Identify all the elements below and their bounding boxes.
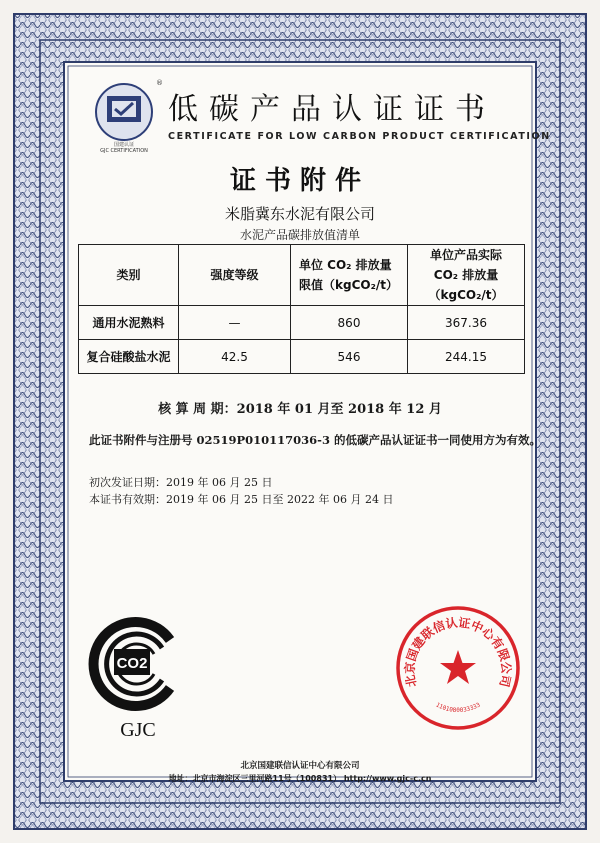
certificate-subtitle: CERTIFICATE FOR LOW CARBON PRODUCT CERTIFICATION [168,131,551,142]
accounting-period: 核 算 周 期：2018 年 01 月至 2018 年 12 月 [158,402,442,417]
logo-caption: 国建认证 GJC CERTIFICATION [100,142,148,154]
footer-address: 地址：北京市海淀区三里河路11号（100831） http://www.gjc-c.cn [168,774,432,783]
table-row [79,340,525,374]
table-row [79,306,525,340]
official-seal [394,604,522,732]
list-name: 水泥产品碳排放值清单 [239,228,360,242]
validity-statement: 此证书附件与注册号 02519P010117036-3 的低碳产品认证证书一同使用方为有效。 [89,433,541,447]
header-strength-grade: 强度等级 [179,245,291,306]
company-name: 米脂冀东水泥有限公司 [224,205,375,223]
seal-number: 1101080033333 [434,701,482,715]
certificate-dates [89,474,393,508]
co2-label: CO2 [116,655,148,672]
valid-period: 本证书有效期：2019 年 06 月 25 日至 2022 年 06 月 24 日 [89,493,394,506]
certificate-title: 低碳产品认证证书 [168,92,496,127]
footer-org: 北京国建联信认证中心有限公司 [240,761,360,771]
header-actual-emission: 单位产品实际 CO₂ 排放量 （kgCO₂/t） [408,245,525,306]
star-icon [440,650,476,684]
cell-limit-value: 860 [291,306,408,340]
issue-date: 初次发证日期：2019 年 06 月 25 日 [89,476,273,489]
cell-limit-value: 546 [291,340,408,374]
table-header-row [79,245,525,306]
gjc-brand: GJC [120,719,156,741]
cell-strength-grade: 42.5 [179,340,291,374]
emission-table [78,244,525,374]
cell-actual-emission: 367.36 [408,306,525,340]
header-limit-value: 单位 CO₂ 排放量 限值（kgCO₂/t） [291,245,408,306]
gjc-certification-logo [94,82,154,142]
cell-category: 通用水泥熟料 [79,306,179,340]
cell-category: 复合硅酸盐水泥 [79,340,179,374]
header-category: 类别 [79,245,179,306]
cell-actual-emission: 244.15 [408,340,525,374]
seal-ring-text: 北京国建联信认证中心有限公司 [402,615,514,689]
cell-strength-grade: — [179,306,291,340]
registered-mark: ® [156,79,163,87]
annex-title: 证书附件 [229,166,370,196]
co2-label-logo [88,612,188,742]
